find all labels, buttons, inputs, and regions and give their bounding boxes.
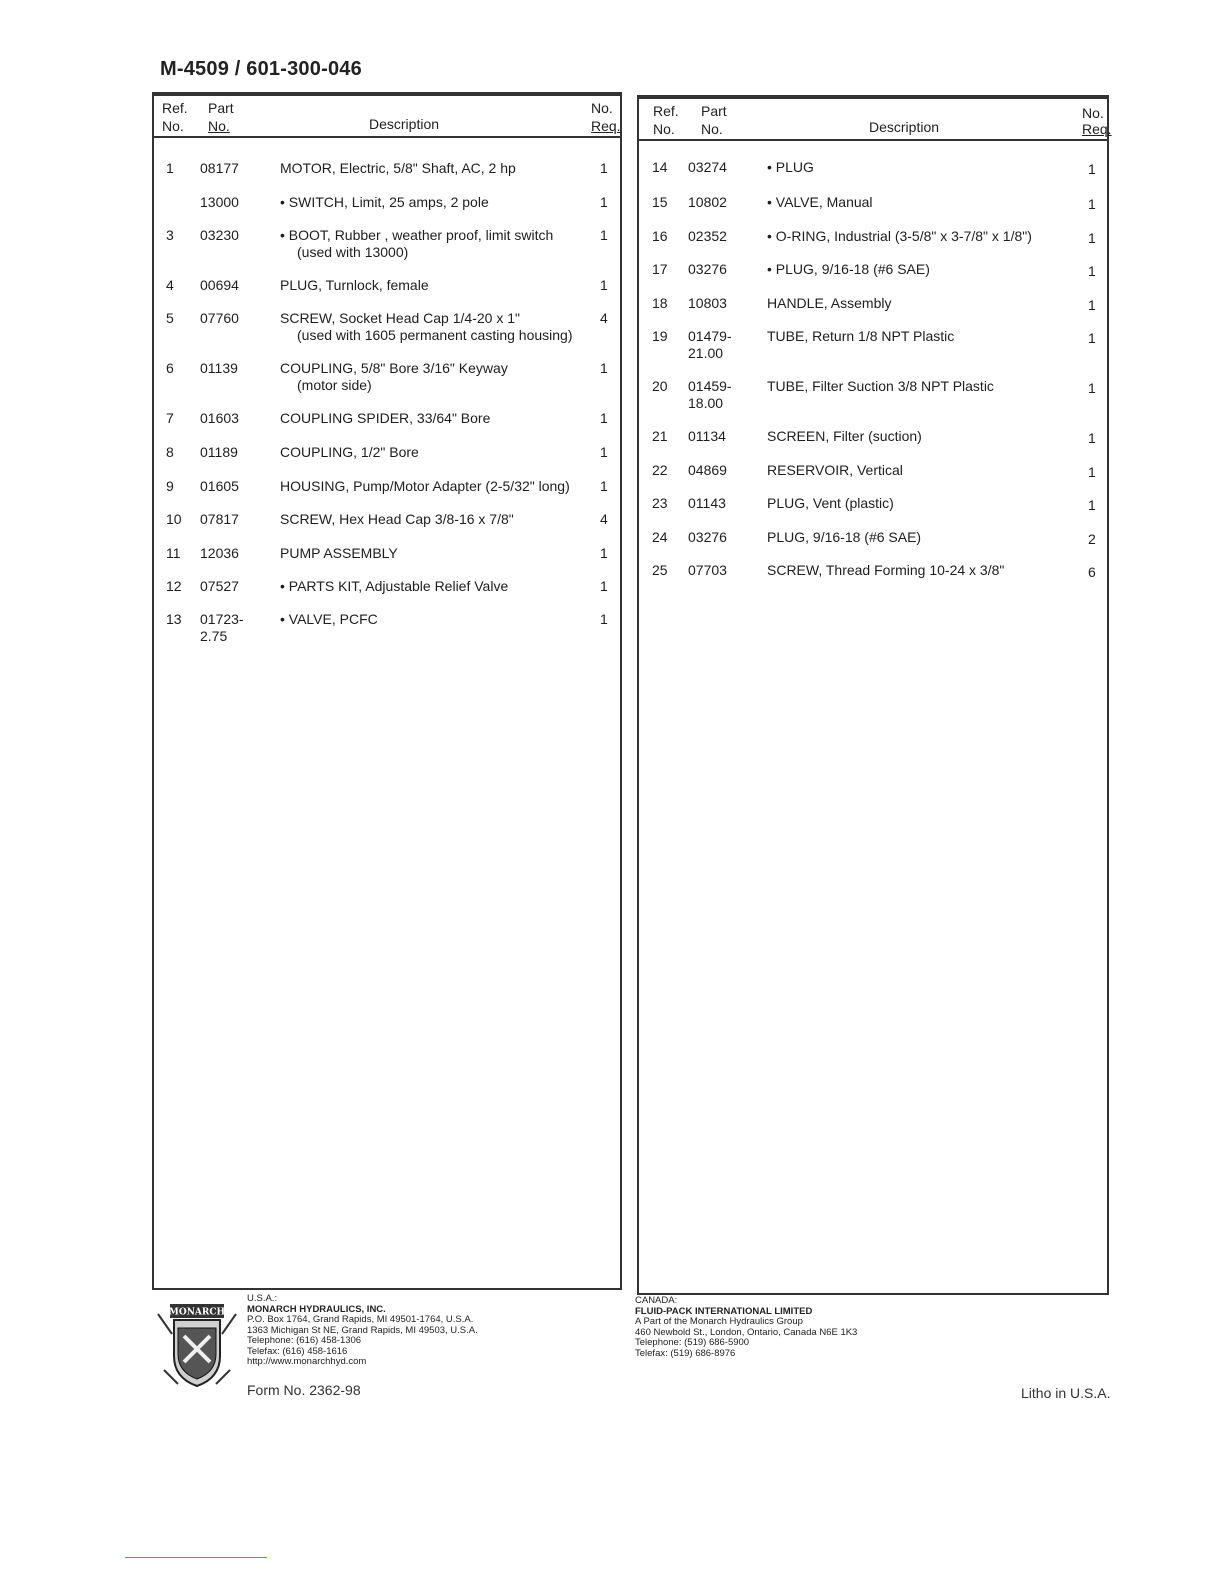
- ref-header-1: Ref.: [162, 100, 188, 116]
- description-line: • VALVE, PCFC: [280, 611, 378, 627]
- part-no: [688, 228, 727, 245]
- usa-contact: [247, 1294, 478, 1368]
- ref-no: 14: [652, 159, 668, 175]
- usa-country: U.S.A.:: [247, 1293, 278, 1304]
- qty-required: 1: [1088, 330, 1096, 346]
- part-no-line: 07703: [688, 562, 727, 578]
- ref-no: 24: [652, 529, 668, 545]
- ref-no: 25: [652, 562, 668, 578]
- part-no: [688, 295, 727, 312]
- monarch-logo: [156, 1300, 238, 1390]
- description: [767, 295, 891, 312]
- part-no-line: 21.00: [688, 345, 724, 361]
- part-no-line: 03274: [688, 159, 727, 175]
- qty-required: 1: [1088, 464, 1096, 480]
- description: [767, 495, 894, 512]
- ref-no: 10: [166, 511, 182, 527]
- qty-required: 1: [600, 611, 608, 627]
- part-no: [688, 562, 727, 579]
- ref-header-2: No.: [162, 118, 184, 134]
- description-header: Description: [369, 116, 440, 132]
- description: [280, 160, 516, 177]
- form-number: Form No. 2362-98: [247, 1382, 361, 1398]
- ref-no: 13: [166, 611, 182, 627]
- description: [280, 478, 570, 495]
- canada-group: A Part of the Monarch Hydraulics Group: [635, 1316, 803, 1327]
- table-header: [637, 97, 1112, 141]
- usa-telefax: Telefax: (616) 458-1616: [247, 1345, 348, 1357]
- qty-required: 1: [1088, 263, 1096, 279]
- description-line: MOTOR, Electric, 5/8" Shaft, AC, 2 hp: [280, 160, 516, 176]
- description: [280, 310, 573, 344]
- ref-header-1: Ref.: [653, 103, 679, 119]
- part-no: [200, 410, 239, 427]
- description: [280, 227, 553, 261]
- ref-no: 5: [166, 310, 174, 326]
- description-line: PLUG, 9/16-18 (#6 SAE): [767, 529, 922, 545]
- part-no: [200, 511, 239, 528]
- canada-telephone: Telephone: (519) 686-5900: [635, 1337, 750, 1348]
- description-line: COUPLING, 5/8" Bore 3/16" Keyway: [280, 360, 508, 376]
- part-no: [688, 261, 727, 278]
- ref-no: 19: [652, 328, 668, 344]
- part-header-1: Part: [208, 100, 234, 116]
- qty-required: 1: [1088, 430, 1096, 446]
- qty-required: 1: [1088, 297, 1096, 313]
- part-no: [688, 529, 727, 546]
- part-no: [200, 227, 239, 244]
- part-no: [200, 478, 239, 495]
- description-line: SCREW, Socket Head Cap 1/4-20 x 1": [280, 310, 520, 326]
- description-line: SCREW, Thread Forming 10-24 x 3/8": [767, 562, 1005, 578]
- req-header-2: Req.: [1082, 121, 1112, 137]
- part-no-line: 02352: [688, 228, 727, 244]
- part-no: [688, 428, 726, 445]
- description-line: • PLUG, 9/16-18 (#6 SAE): [767, 261, 930, 277]
- qty-required: 4: [600, 511, 608, 527]
- part-no-line: 07817: [200, 511, 239, 527]
- description: [767, 261, 930, 278]
- qty-required: 1: [1088, 497, 1096, 513]
- part-no-line: 01189: [200, 444, 238, 460]
- ref-no: 18: [652, 295, 668, 311]
- qty-required: 1: [600, 194, 608, 210]
- litho-note: Litho in U.S.A.: [1021, 1385, 1111, 1401]
- part-header-2: No.: [208, 118, 230, 134]
- description: [280, 545, 398, 562]
- description-line: COUPLING SPIDER, 33/64" Bore: [280, 410, 491, 426]
- qty-required: 1: [600, 227, 608, 243]
- description: [767, 378, 994, 395]
- ref-no: 23: [652, 495, 668, 511]
- part-no-line: 01479-: [688, 328, 732, 344]
- ref-no: 1: [166, 160, 174, 176]
- qty-required: 1: [1088, 161, 1096, 177]
- part-no-line: 01134: [688, 428, 726, 444]
- part-header-1: Part: [701, 103, 727, 119]
- part-no: [200, 360, 238, 377]
- part-no-line: 12036: [200, 545, 239, 561]
- description: [767, 529, 921, 546]
- part-no-line: 03276: [688, 261, 727, 277]
- qty-required: 1: [600, 545, 608, 561]
- ref-no: 4: [166, 277, 174, 293]
- ref-no: 17: [652, 261, 668, 277]
- part-no-line: 01143: [688, 495, 726, 511]
- req-header-2: Req.: [591, 118, 621, 134]
- part-no: [200, 578, 239, 595]
- part-no: [200, 310, 239, 327]
- qty-required: 1: [600, 444, 608, 460]
- usa-company: MONARCH HYDRAULICS, INC.: [247, 1303, 386, 1315]
- ref-no: 16: [652, 228, 668, 244]
- part-no-line: 00694: [200, 277, 239, 293]
- ref-no: 9: [166, 478, 174, 494]
- part-no-line: 01603: [200, 410, 239, 426]
- usa-telephone: Telephone: (616) 458-1306: [247, 1335, 362, 1346]
- description-line: (motor side): [297, 377, 372, 393]
- description-line: SCREEN, Filter (suction): [767, 428, 922, 444]
- document-title: M-4509 / 601-300-046: [160, 58, 362, 80]
- description-line: PLUG, Vent (plastic): [767, 495, 894, 511]
- part-no-line: 01459-: [688, 378, 732, 394]
- description: [767, 328, 954, 345]
- ref-header-2: No.: [653, 121, 675, 137]
- qty-required: 4: [600, 310, 608, 326]
- qty-required: 1: [600, 578, 608, 594]
- canada-address: 460 Newbold St., London, Ontario, Canada N6E 1K3: [635, 1326, 858, 1338]
- qty-required: 1: [600, 160, 608, 176]
- part-no-line: 01139: [200, 360, 238, 376]
- canada-country: CANADA:: [635, 1295, 678, 1306]
- description-line: PLUG, Turnlock, female: [280, 277, 429, 293]
- part-no-line: 07527: [200, 578, 239, 594]
- ref-no: 8: [166, 444, 174, 460]
- part-header-2: No.: [701, 121, 723, 137]
- qty-required: 1: [1088, 380, 1096, 396]
- ref-no: 11: [166, 545, 181, 561]
- qty-required: 1: [600, 410, 608, 426]
- description-line: COUPLING, 1/2" Bore: [280, 444, 419, 460]
- part-no-line: 13000: [200, 194, 239, 210]
- part-no: [688, 328, 732, 362]
- description: [280, 444, 419, 461]
- parts-table-right: [637, 95, 1112, 1295]
- logo-text: MONARCH: [168, 1307, 226, 1318]
- qty-required: 1: [1088, 196, 1096, 212]
- ref-no: 6: [166, 360, 174, 376]
- part-no: [200, 611, 244, 645]
- description: [767, 194, 873, 211]
- part-no: [200, 194, 239, 211]
- part-no: [688, 194, 727, 211]
- description-line: RESERVOIR, Vertical: [767, 462, 903, 478]
- req-header-1: No.: [591, 100, 613, 116]
- description: [280, 611, 378, 628]
- part-no-line: 03230: [200, 227, 239, 243]
- description-line: • PLUG: [767, 159, 814, 175]
- part-no: [200, 545, 239, 562]
- description-line: HANDLE, Assembly: [767, 295, 892, 311]
- description: [280, 194, 489, 211]
- ref-no: 21: [652, 428, 668, 444]
- part-no: [688, 495, 726, 512]
- part-no-line: 01605: [200, 478, 239, 494]
- description-line: • PARTS KIT, Adjustable Relief Valve: [280, 578, 509, 594]
- part-no-line: 04869: [688, 462, 727, 478]
- canada-contact: [635, 1296, 857, 1359]
- description-line: SCREW, Hex Head Cap 3/8-16 x 7/8": [280, 511, 514, 527]
- description: [767, 562, 1004, 579]
- part-no: [688, 462, 727, 479]
- part-no: [688, 378, 732, 412]
- part-no-line: 2.75: [200, 628, 228, 644]
- description: [280, 410, 490, 427]
- ref-no: 7: [166, 410, 174, 426]
- description-header: Description: [869, 119, 940, 135]
- qty-required: 1: [600, 277, 608, 293]
- description: [280, 578, 508, 595]
- ref-no: 3: [166, 227, 174, 243]
- qty-required: 2: [1088, 531, 1096, 547]
- part-no-line: 18.00: [688, 395, 724, 411]
- ref-no: 15: [652, 194, 668, 210]
- usa-address-1: P.O. Box 1764, Grand Rapids, MI 49501-1764, U.S.A.: [247, 1314, 474, 1325]
- description: [767, 462, 903, 479]
- description-line: TUBE, Filter Suction 3/8 NPT Plastic: [767, 378, 994, 394]
- qty-required: 6: [1088, 564, 1096, 580]
- part-no: [688, 159, 727, 176]
- part-no-line: 01723-: [200, 611, 244, 627]
- qty-required: 1: [1088, 230, 1096, 246]
- qty-required: 1: [600, 478, 608, 494]
- ref-no: 20: [652, 378, 668, 394]
- description-line: (used with 1605 permanent casting housing): [297, 327, 573, 343]
- part-no: [200, 160, 239, 177]
- canada-telefax: Telefax: (519) 686-8976: [635, 1347, 736, 1359]
- ref-no: 12: [166, 578, 182, 594]
- description-line: (used with 13000): [297, 244, 409, 260]
- divider: [125, 1557, 267, 1558]
- description: [767, 159, 814, 176]
- usa-website: http://www.monarchhyd.com: [247, 1356, 367, 1367]
- qty-required: 1: [600, 360, 608, 376]
- description-line: • BOOT, Rubber , weather proof, limit switch: [280, 227, 554, 243]
- description-line: • O-RING, Industrial (3-5/8" x 3-7/8" x 1/8"): [767, 228, 1032, 244]
- usa-address-2: 1363 Michigan St NE, Grand Rapids, MI 49503, U.S.A.: [247, 1324, 478, 1336]
- description: [767, 428, 922, 445]
- description-line: • VALVE, Manual: [767, 194, 873, 210]
- description-line: HOUSING, Pump/Motor Adapter (2-5/32" long): [280, 478, 570, 494]
- part-no-line: 10803: [688, 295, 727, 311]
- description-line: PUMP ASSEMBLY: [280, 545, 398, 561]
- req-header-1: No.: [1082, 105, 1104, 121]
- part-no-line: 08177: [200, 160, 239, 176]
- ref-no: 22: [652, 462, 668, 478]
- parts-table-left: [152, 92, 622, 1290]
- part-no: [200, 444, 238, 461]
- description: [767, 228, 1032, 245]
- part-no-line: 03276: [688, 529, 727, 545]
- table-header: [152, 94, 622, 138]
- part-no-line: 07760: [200, 310, 239, 326]
- description-line: • SWITCH, Limit, 25 amps, 2 pole: [280, 194, 489, 210]
- part-no-line: 10802: [688, 194, 727, 210]
- canada-company: FLUID-PACK INTERNATIONAL LIMITED: [635, 1305, 813, 1317]
- description: [280, 511, 514, 528]
- description: [280, 360, 508, 394]
- description-line: TUBE, Return 1/8 NPT Plastic: [767, 328, 955, 344]
- part-no: [200, 277, 239, 294]
- description: [280, 277, 429, 294]
